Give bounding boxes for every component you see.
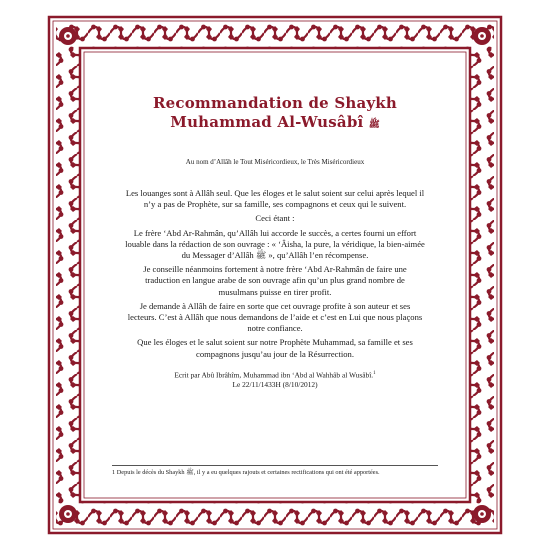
date-line: Le 22/11/1433H (8/10/2012) bbox=[232, 380, 318, 390]
title-line-2 bbox=[125, 113, 425, 135]
footnote-mark: 1 bbox=[373, 370, 376, 376]
signature-line bbox=[125, 369, 425, 380]
title-name: Muhammad Al-Wusâbî bbox=[170, 113, 364, 131]
paragraph: Les louanges sont à Allâh seul. Que les éloges et le salut soient sur celui après lequel il n’y a pas de Prophète, sur sa famille, ses compagnons et ceux qui le suivent. bbox=[125, 188, 425, 210]
signature-block bbox=[125, 369, 425, 390]
paragraph: Le frère ‘Abd Ar-Rahmân, qu’Allâh lui accorde le succès, a certes fourni un effort louable dans la rédaction de son ouvrage : « ‘Âisha, la pure, la véridique, la bien-aimée du Messager d’Allâh ﷺ », qu’Allâh l’en récompense. bbox=[125, 227, 425, 261]
letter-content bbox=[125, 80, 425, 390]
title-line-1: Recommandation de Shaykh bbox=[152, 94, 397, 112]
paragraph: Ceci étant : bbox=[255, 213, 295, 224]
footnote: 1 Depuis le décès du Shaykh ﷺ, il y a eu quelques rajouts et certaines rectifications qui ont été apportées. bbox=[112, 469, 380, 476]
basmala-line: Au nom d’Allâh le Tout Miséricordieux, le Très Miséricordieux bbox=[185, 158, 365, 166]
signature-text: Ecrit par Abû Ibrâhîm, Muhammad ibn ‘Abd al Wahhâb al Wusâbî. bbox=[174, 370, 374, 380]
honorific-symbol: ﷺ bbox=[368, 120, 380, 130]
paragraph: Que les éloges et le salut soient sur notre Prophète Muhammad, sa famille et ses compagnons jusqu’au jour de la Résurrection. bbox=[137, 337, 413, 359]
paragraph: Je conseille néanmoins fortement à notre frère ‘Abd Ar-Rahmân de faire une traduction en langue arabe de son ouvrage afin qu’un plus grand nombre de musulmans puisse en tirer profit. bbox=[143, 264, 407, 297]
letter-body bbox=[125, 188, 425, 360]
footnote-divider bbox=[112, 465, 438, 466]
paragraph: Je demande à Allâh de faire en sorte que cet ouvrage profite à son auteur et ses lecteurs. C’est à Allâh que nous demandons de l’aide et c’est en Lui que nous plaçons notre confiance. bbox=[127, 300, 423, 334]
page-title bbox=[125, 94, 425, 135]
